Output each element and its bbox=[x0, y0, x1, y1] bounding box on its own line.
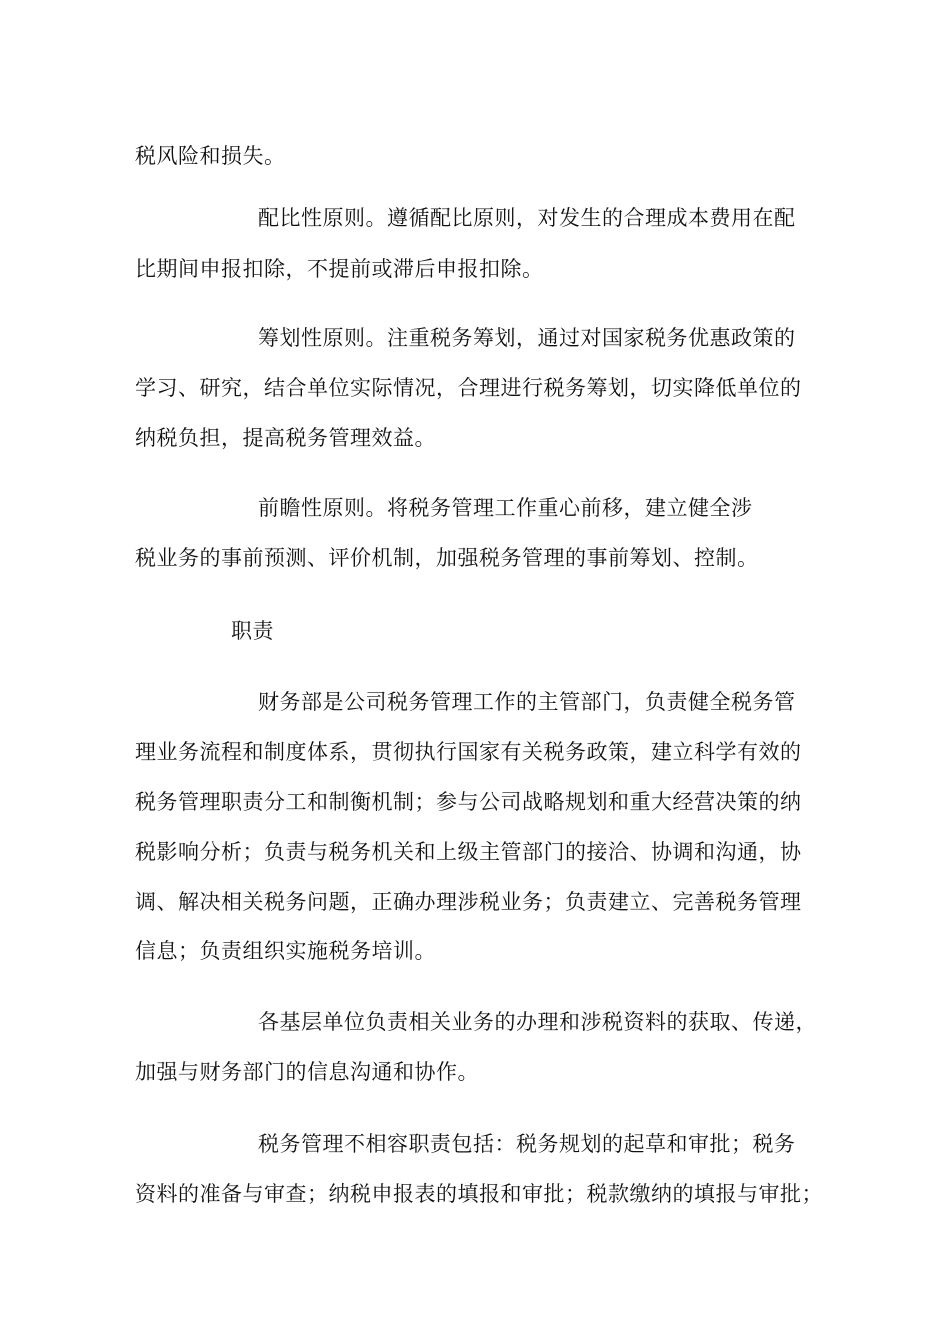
paragraph-line: 加强与财务部门的信息沟通和协作。 bbox=[135, 1060, 479, 1084]
paragraph-line: 财务部是公司税务管理工作的主管部门，负责健全税务管 bbox=[258, 690, 796, 714]
paragraph-line: 税务管理职责分工和制衡机制；参与公司战略规划和重大经营决策的纳 bbox=[135, 790, 802, 814]
paragraph-line: 税风险和损失。 bbox=[135, 144, 286, 168]
paragraph-line: 税业务的事前预测、评价机制，加强税务管理的事前筹划、控制。 bbox=[135, 546, 759, 570]
paragraph-line: 比期间申报扣除，不提前或滞后申报扣除。 bbox=[135, 257, 544, 281]
paragraph-line: 税务管理不相容职责包括：税务规划的起草和审批；税务 bbox=[258, 1132, 796, 1156]
paragraph-line: 纳税负担，提高税务管理效益。 bbox=[135, 426, 436, 450]
section-heading: 职责 bbox=[231, 619, 274, 643]
paragraph-line: 各基层单位负责相关业务的办理和涉税资料的获取、传递， bbox=[258, 1010, 817, 1034]
paragraph-line: 信息；负责组织实施税务培训。 bbox=[135, 939, 436, 963]
paragraph-line: 学习、研究，结合单位实际情况，合理进行税务筹划，切实降低单位的 bbox=[135, 376, 802, 400]
paragraph-line: 前瞻性原则。将税务管理工作重心前移，建立健全涉 bbox=[258, 496, 753, 520]
paragraph-line: 筹划性原则。注重税务筹划，通过对国家税务优惠政策的 bbox=[258, 326, 796, 350]
paragraph-line: 税影响分析；负责与税务机关和上级主管部门的接洽、协调和沟通，协 bbox=[135, 840, 802, 864]
paragraph-line: 资料的准备与审查；纳税申报表的填报和审批；税款缴纳的填报与审批； bbox=[135, 1182, 823, 1206]
paragraph-line: 调、解决相关税务问题，正确办理涉税业务；负责建立、完善税务管理 bbox=[135, 890, 802, 914]
paragraph-line: 理业务流程和制度体系，贯彻执行国家有关税务政策，建立科学有效的 bbox=[135, 740, 802, 764]
paragraph-line: 配比性原则。遵循配比原则，对发生的合理成本费用在配 bbox=[258, 206, 796, 230]
